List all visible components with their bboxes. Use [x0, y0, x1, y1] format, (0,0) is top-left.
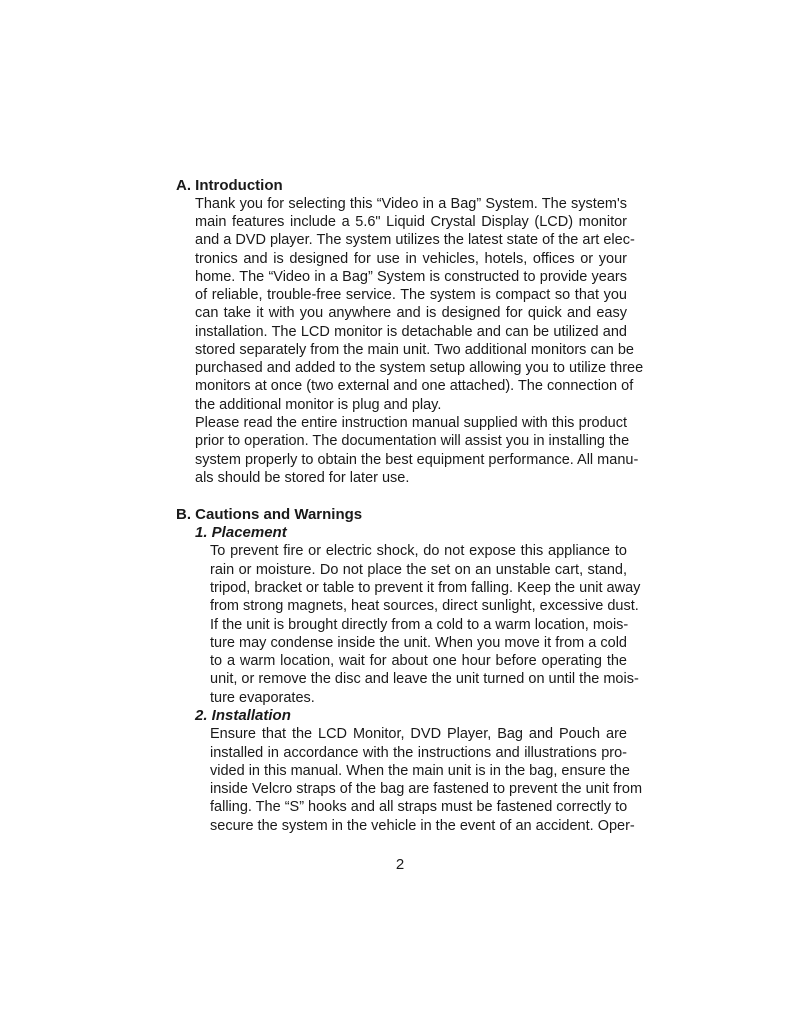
- intro-line: installation. The LCD monitor is detachable and can be utilized and: [195, 324, 627, 340]
- intro-line: system properly to obtain the best equipment performance. All manu-: [195, 452, 639, 468]
- intro-line: of reliable, trouble-free service. The system is compact so that you: [195, 287, 627, 303]
- placement-line: rain or moisture. Do not place the set on an unstable cart, stand,: [210, 562, 627, 578]
- installation-line: secure the system in the vehicle in the event of an accident. Oper-: [210, 818, 635, 834]
- intro-line: tronics and is designed for use in vehicles, hotels, offices or your: [195, 251, 627, 267]
- section-b-heading: B. Cautions and Warnings: [176, 506, 363, 523]
- section-a-heading: A. Introduction: [176, 177, 283, 194]
- intro-line: prior to operation. The documentation will assist you in installing the: [195, 433, 630, 449]
- intro-line: main features include a 5.6" Liquid Crystal Display (LCD) monitor: [195, 214, 627, 230]
- installation-line: Ensure that the LCD Monitor, DVD Player, Bag and Pouch are: [210, 726, 627, 742]
- installation-heading: 2. Installation: [195, 707, 291, 724]
- intro-line: can take it with you anywhere and is designed for quick and easy: [195, 305, 627, 321]
- placement-line: unit, or remove the disc and leave the unit turned on until the mois-: [210, 671, 639, 687]
- intro-line: als should be stored for later use.: [195, 470, 410, 486]
- installation-line: installed in accordance with the instructions and illustrations pro-: [210, 745, 627, 761]
- intro-line: Please read the entire instruction manual supplied with this product: [195, 415, 627, 431]
- intro-line: stored separately from the main unit. Two additional monitors can be: [195, 342, 634, 358]
- placement-heading: 1. Placement: [195, 524, 287, 541]
- intro-line: Thank you for selecting this “Video in a Bag” System. The system's: [195, 196, 627, 212]
- placement-line: ture may condense inside the unit. When you move it from a cold: [210, 635, 627, 651]
- page-number: 2: [395, 856, 405, 873]
- installation-line: inside Velcro straps of the bag are fastened to prevent the unit from: [210, 781, 643, 797]
- placement-line: from strong magnets, heat sources, direct sunlight, excessive dust.: [210, 598, 639, 614]
- intro-line: the additional monitor is plug and play.: [195, 397, 442, 413]
- intro-line: purchased and added to the system setup allowing you to utilize three: [195, 360, 644, 376]
- placement-line: To prevent fire or electric shock, do not expose this appliance to: [210, 543, 627, 559]
- intro-line: monitors at once (two external and one attached). The connection of: [195, 378, 634, 394]
- placement-line: tripod, bracket or table to prevent it from falling. Keep the unit away: [210, 580, 641, 596]
- intro-line: home. The “Video in a Bag” System is constructed to provide years: [195, 269, 627, 285]
- installation-line: vided in this manual. When the main unit is in the bag, ensure the: [210, 763, 630, 779]
- intro-line: and a DVD player. The system utilizes the latest state of the art elec-: [195, 232, 635, 248]
- placement-line: to a warm location, wait for about one hour before operating the: [210, 653, 627, 669]
- placement-line: ture evaporates.: [210, 690, 315, 706]
- placement-line: If the unit is brought directly from a cold to a warm location, mois-: [210, 617, 629, 633]
- installation-line: falling. The “S” hooks and all straps must be fastened correctly to: [210, 799, 628, 815]
